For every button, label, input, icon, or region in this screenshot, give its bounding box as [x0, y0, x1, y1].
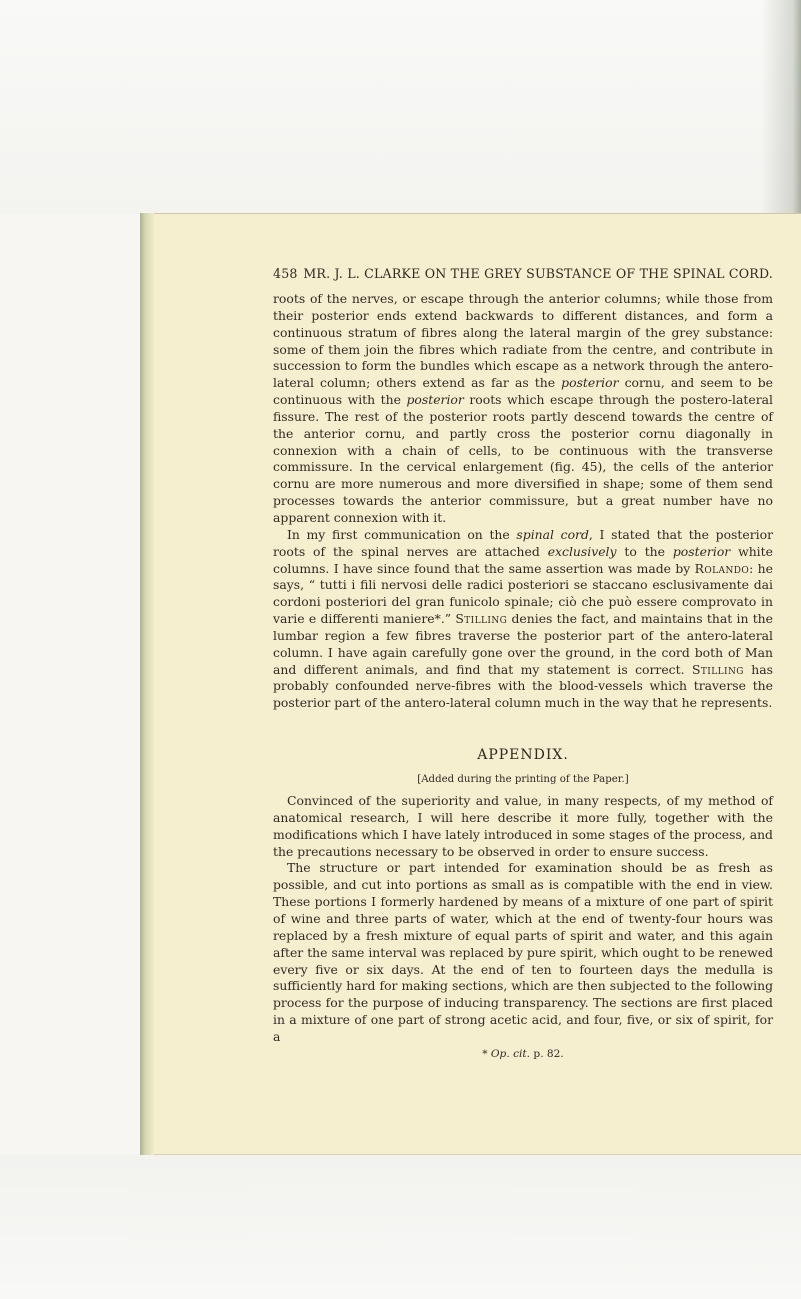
italic-term: posterior — [672, 543, 731, 559]
appendix-body — [273, 793, 773, 1046]
text-run: , I stated that the posterior roots of the spinal nerves are attached — [273, 526, 773, 559]
text-run: roots of the nerves, or escape through the anterior columns; while those from their posterior ends extend backwards to different distances, and form a continuous stratum of fibres along the lateral margin of the grey substance: some of them join the fibres which radiate from the centre, and contribute in succession to form the bundles which escape as a network through the antero-lateral column; others extend as far as the — [273, 291, 773, 391]
text-run: to the — [624, 543, 665, 559]
author-name: Stilling — [691, 661, 744, 677]
text-run: roots which escape through the postero-lateral fissure. The rest of the posterior roots partly descend towards the centre of the anterior cornu, and partly cross the posterior cornu diagonally in connexion with a chain of cells, to be continuous with the transverse commissure. In the cervical enlargement (fig. 45), the cells of the anterior cornu are more numerous and more diversified in shape; some of them send processes towards the anterior commissure, but a great number have no apparent connexion with it. — [273, 392, 773, 525]
text-run: white columns. I have since found that the same assertion was made by — [273, 543, 773, 576]
italic-term: spinal cord — [516, 526, 589, 542]
text-run: cornu, and seem to be continuous with the — [273, 375, 773, 408]
appendix-note: [Added during the printing of the Paper.] — [417, 774, 629, 786]
italic-term: exclusively — [547, 543, 617, 559]
text-run: In my first communication on the — [287, 526, 510, 542]
running-head — [273, 266, 773, 282]
page-binding-edge — [140, 213, 154, 1155]
author-name: Stilling — [455, 611, 508, 627]
body-text — [273, 291, 773, 1061]
italic-term: posterior — [406, 392, 464, 408]
text-run: denies the fact, and maintains that in the lumbar region a few fibres traverse the posterior part of the antero-lateral column. I have again carefully gone over the ground, in the cord both of Man and different animals, and find that my statement is correct. — [273, 611, 773, 677]
appendix-paragraph-2: The structure or part intended for examination should be as fresh as possible, and cut into portions as small as is compatible with the end in view. These portions I formerly hardened by means of a mixture of one part of spirit of wine and three parts of water, which at the end of twenty-four hours was replaced by a fresh mixture of equal parts of spirit and water, and this again after the same interval was replaced by pure spirit, which ought to be renewed every five or six days. At the end of ten to fourteen days the medulla is sufficiently hard for making sections, which are then subjected to the following process for the purpose of inducing transparency. The sections are first placed in a mixture of one part of strong acetic acid, and four, five, or six of spirit, for a — [273, 860, 773, 1044]
footnote-citation: Op. cit. — [490, 1047, 531, 1060]
italic-term: posterior — [561, 375, 619, 391]
author-name: Rolando — [694, 560, 750, 576]
running-title: MR. J. L. CLARKE ON THE GREY SUBSTANCE OF THE SPINAL CORD. — [303, 266, 773, 281]
appendix-title: APPENDIX. — [477, 747, 569, 764]
background-bottom — [0, 1155, 801, 1299]
appendix-paragraph-1: Convinced of the superiority and value, in many respects, of my method of anatomical research, I will here describe it more fully, together with the modifications which I have lately introduced in some stages of the process, and the precautions necessary to be observed in order to ensure success. — [273, 793, 773, 859]
page-shadow — [761, 0, 801, 214]
paragraph-2 — [273, 527, 773, 712]
page-number: 458 — [273, 266, 298, 281]
page-content — [273, 266, 773, 1061]
background-top — [0, 0, 801, 214]
footnote-marker: * — [482, 1047, 488, 1060]
footnote-page: p. 82. — [533, 1047, 564, 1060]
footnote — [273, 1047, 773, 1061]
text-run: : he says, “ tutti i fili nervosi delle radici posteriori se staccano esclusivamente dai cordoni posteriori del gran funicolo spinale; ciò che può essere comprovato in varie e differenti maniere*.” — [273, 560, 773, 627]
text-run: has probably confounded nerve-fibres with the blood-vessels which traverse the posterior part of the antero-lateral column much in the way that he represents. — [273, 661, 773, 711]
paragraph-1 — [273, 291, 773, 527]
